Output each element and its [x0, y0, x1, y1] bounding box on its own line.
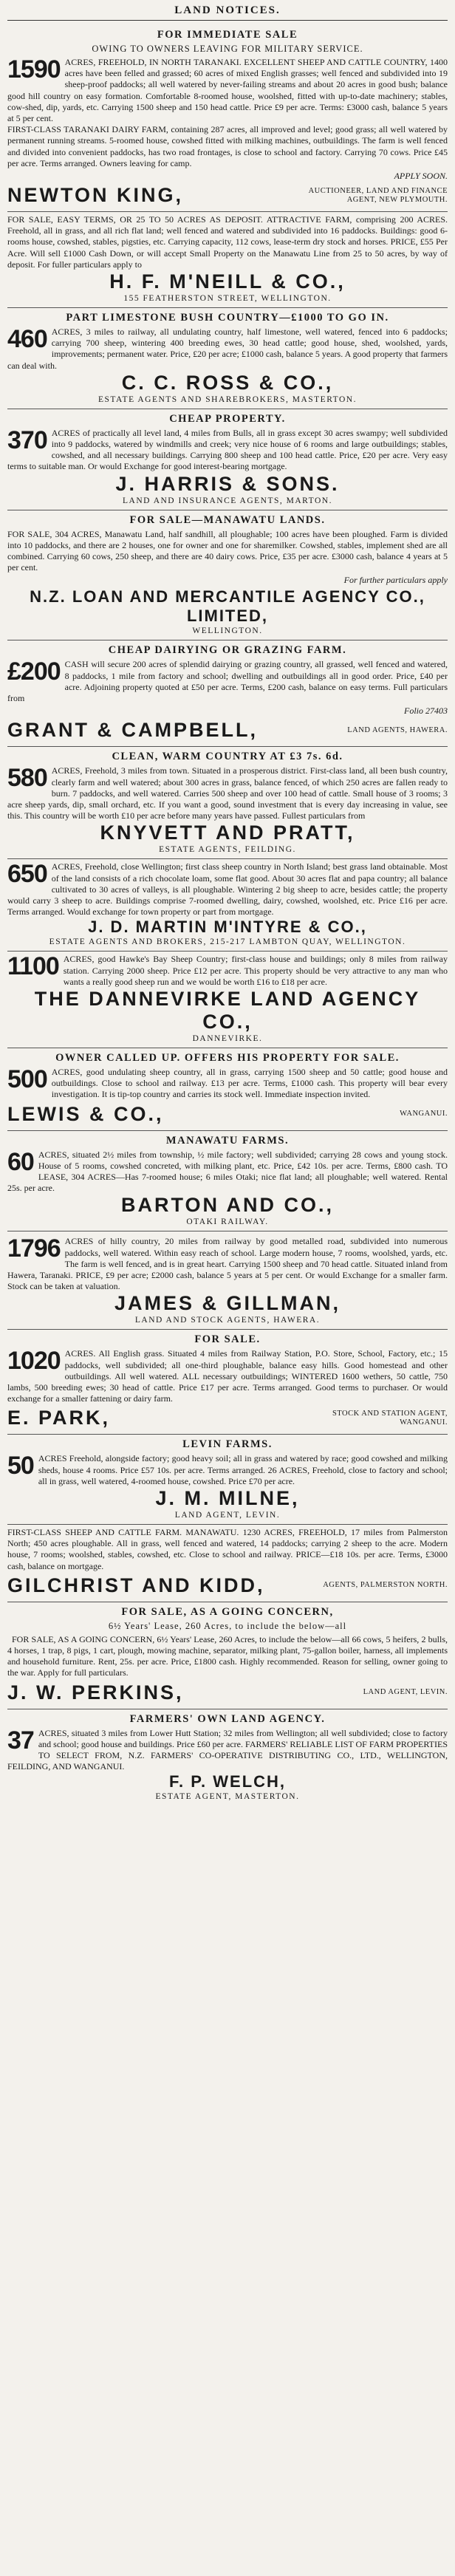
ad-lead-number: 60	[7, 1147, 34, 1176]
agent-name: J. W. PERKINS,	[7, 1681, 184, 1704]
ad-text: ACRES, situated 2½ miles from township, ½ mile factory; well subdivided; carrying 28 cows and young stock. House of 5 rooms, cowshed concreted, with milking plant, etc. Price, £42 10s. per acre. Terms, £800 cash. TO LEASE, 304 ACRES—Has 7-roomed house; 6 miles Otaki; nice flat land; all ploughable; well watered. Rental 25s. per acre.	[7, 1149, 448, 1194]
agent-address: 155 FEATHERSTON STREET, WELLINGTON.	[123, 294, 332, 304]
agent-address: ESTATE AGENTS AND BROKERS, 215-217 LAMBTON QUAY, WELLINGTON.	[49, 937, 406, 947]
agent-address: ESTATE AGENT, MASTERTON.	[155, 1792, 300, 1802]
ad-heading: FOR IMMEDIATE SALE	[157, 29, 298, 41]
ad-heading: OWNER CALLED UP. OFFERS HIS PROPERTY FOR SALE.	[55, 1051, 400, 1064]
ad-lead-number: 1020	[7, 1347, 61, 1376]
agent-address: DANNEVIRKE.	[192, 1034, 263, 1043]
ad-lead-number: 1100	[7, 952, 59, 981]
ad-body	[7, 1348, 448, 1404]
agent-block	[7, 587, 448, 635]
agent-title: LAND AGENTS, HAWERA.	[347, 725, 448, 734]
ad-body	[7, 428, 448, 473]
ad-lead-number: 37	[7, 1726, 34, 1755]
ad-text: ACRES. All English grass. Situated 4 miles from Railway Station, P.O. Store, School, Factory, etc.; 15 paddocks, well subdivided; all one-third ploughable, balance easy hills. Good homestead and other outbuildings. All well watered. ALL necessary outbuildings; WINTERED 1600 wethers, 50 cattle, 750 lambs, 500 breeding ewes; 30 head of cattle. Price £17 per acre. Terms arranged. Good terms to purchaser. Or would exchange for a smaller fattening or dairy farm.	[7, 1348, 448, 1404]
ad-heading: FOR SALE—MANAWATU LANDS.	[129, 513, 326, 526]
ad-lead-number: 650	[7, 860, 47, 889]
ad-heading: MANAWATU FARMS.	[165, 1134, 290, 1147]
ad-5	[7, 510, 448, 641]
agent-name: KNYVETT AND PRATT,	[100, 821, 355, 844]
ad-1	[7, 25, 448, 212]
ad-text: ACRES, Freehold, 3 miles from town. Situated in a prosperous district. First-class land, all been bush country, clearly farm and well watered; about 300 acres in grass, balance fenced, of which 250 acres are fallen ready to burn. 7 paddocks, and well watered. Carries 500 sheep and over 100 head of cattle. Small house of 3 rooms; 3 acre sheep yards, dip, small orchard, etc. If you want a good, sound investment that is every day increasing in value, see this. This country will be worth £10 per acre before many years have passed. Fullest particulars from	[7, 765, 448, 821]
agent-address: OTAKI RAILWAY.	[186, 1217, 269, 1227]
agent-name: GRANT & CAMPBELL,	[7, 719, 258, 742]
ad-9	[7, 952, 448, 1048]
column-header: LAND NOTICES.	[7, 4, 448, 21]
agent-name: E. PARK,	[7, 1407, 111, 1429]
ad-subheading: 6½ Years' Lease, 260 Acres, to include the below—all	[108, 1620, 347, 1631]
ad-text: FOR SALE, AS A GOING CONCERN, 6½ Years' Lease, 260 Acres, to include the below—all 66 cows, 5 heifers, 2 bulls, 4 horses, 1 trap, 8 pigs, 1 cart, plough, mowing machine, separator, milking plant, 75-gallon boiler, harness, all implements and household furniture. Rent, 25s. per acre. Price, £1800 cash. Highly recommended. Reason for selling, owner going to the war. Apply for full particulars.	[7, 1633, 448, 1678]
agent-block	[7, 1574, 448, 1597]
agent-title: ESTATE AGENTS, FEILDING.	[159, 845, 296, 855]
ad-lead-number: £200	[7, 657, 61, 686]
agent-block	[7, 1772, 448, 1801]
agent-block	[7, 821, 448, 854]
agent-block	[7, 270, 448, 303]
ad-4	[7, 409, 448, 510]
ad-body	[7, 1149, 448, 1195]
agent-name: LEWIS & CO.,	[7, 1102, 164, 1125]
agent-title: LAND AGENT, LEVIN.	[363, 1688, 448, 1697]
agent-block	[7, 1487, 448, 1520]
ad-body	[7, 1453, 448, 1487]
ad-body	[7, 1728, 448, 1773]
agent-block	[7, 1103, 448, 1126]
ad-3	[7, 308, 448, 409]
agent-block	[7, 719, 448, 742]
ad-lead-number: 1590	[7, 55, 61, 83]
agent-name: C. C. ROSS & CO.,	[121, 371, 334, 394]
agent-title: AGENTS, PALMERSTON NORTH.	[323, 1581, 448, 1590]
ad-text: ACRES, good Hawke's Bay Sheep Country; first-class house and buildings; only 8 miles from railway station. Carrying 2000 sheep. Price £12 per acre. This property should be very attractive to any man who wants a really good sheep run and we would be worth £16 to £18 per acre.	[63, 954, 448, 987]
apply-note: For further particulars apply	[343, 575, 448, 586]
agent-address: WELLINGTON.	[192, 626, 263, 636]
agent-name: JAMES & GILLMAN,	[114, 1292, 341, 1315]
ad-lead-number: 460	[7, 325, 47, 354]
ad-body	[7, 659, 448, 704]
agent-name: GILCHRIST AND KIDD,	[7, 1574, 265, 1596]
ad-heading: PART LIMESTONE BUSH COUNTRY—£1000 TO GO IN.	[66, 312, 389, 324]
ad-body	[7, 1634, 448, 1679]
ad-13	[7, 1330, 448, 1435]
ad-subheading: OWING TO OWNERS LEAVING FOR MILITARY SERVICE.	[92, 44, 363, 54]
ad-12	[7, 1231, 448, 1330]
ad-body	[7, 1236, 448, 1292]
ad-heading: CLEAN, WARM COUNTRY AT £3 7s. 6d.	[112, 751, 343, 763]
agent-block	[7, 918, 448, 946]
ad-text: ACRES, FREEHOLD, IN NORTH TARANAKI. EXCELLENT SHEEP AND CATTLE COUNTRY, 1400 acres have been felled and grassed; 60 acres of mixed English grasses; well fenced and subdivided into 19 sheep-proof paddocks; all well watered by never-failing streams and about 20 acres in good bush; balance good hill country on easy formation. Comfortable 8-roomed house, woolshed, fitted with up-to-date machinery; stables, cow-shed, dip, yards, etc. Carrying 1500 sheep and 150 head cattle. Price £9 per acre. Terms: £3000 cash, balance 5 years at 5 per cent.	[7, 57, 448, 124]
ad-lead-number: 500	[7, 1065, 47, 1093]
agent-address: LAND AGENT, LEVIN.	[174, 1511, 281, 1520]
ad-text: ACRES, 3 miles to railway, all undulating country, half limestone, well watered, fenced into 6 paddocks; carrying 700 sheep, wintering 400 breeding ewes, 30 head cattle; good house, shed, woolshed, yards, improvements; permanent water. Price, £20 per acre; £1000 cash, balance 5 years. A good property that farmers can deal with.	[7, 327, 448, 371]
ad-body-2: FIRST-CLASS TARANAKI DAIRY FARM, containing 287 acres, all improved and level; good grass; all well watered by permanent running streams. 5-roomed house, cowshed fitted with milking machines, outbuildings. The farm is well fenced and divided into convenient paddocks, has two road frontages, is close to school and factory. Carrying 70 cows. Price £45 per acre. Terms arranged. Owners leaving for camp.	[7, 124, 448, 168]
agent-block	[7, 184, 448, 207]
ad-2	[7, 212, 448, 308]
ad-16	[7, 1602, 448, 1709]
ad-lead-number: 370	[7, 426, 47, 454]
agent-block	[7, 1407, 448, 1429]
ad-text: ACRES, Freehold, close Wellington; first class sheep country in North Island; best grass land obtainable. Most of the land consists of a rich chocolate loam, some flat good. About 30 acres flat and papa country; all balance cultivated to 30 acres of valleys, is all ploughable. Wintering 2 big sheep to acre, besides cattle; the property would carry 3 sheep to acre. Buildings comprise 7-roomed dwelling, dairy, cowshed, woolshed, etc. Price £16 per acre. Terms arranged. Would exchange for town property or part from mortgage.	[7, 861, 448, 918]
ad-body	[7, 1067, 448, 1101]
ad-text: CASH will secure 200 acres of splendid dairying or grazing country, all grassed, well fenced and watered, 8 paddocks, 1 mile from factory and school; dwelling and outbuildings all in good order. Price, £40 per acre. Adjoining property quoted at £50 per acre. Terms, £200 cash, balance on easy terms. Full particulars from	[7, 659, 448, 704]
ad-body: FOR SALE, 304 ACRES, Manawatu Land, half sandhill, all ploughable; 100 acres have been ploughed. Farm is divided into 10 paddocks, and there are 2 houses, one for owner and one for sharemilker. Cowshed, stables, implement shed are all combined. Carrying 60 cows, 250 sheep, and there are 40 dairy cows. Price, £35 per acre. £3000 cash, balance 4 years at 5 per cent.	[7, 528, 448, 573]
agent-name: J. D. MARTIN M'INTYRE & CO.,	[88, 918, 367, 937]
ad-11	[7, 1131, 448, 1232]
ad-heading: LEVIN FARMS.	[182, 1438, 273, 1451]
ad-14	[7, 1435, 448, 1525]
ad-heading: FARMERS' OWN LAND AGENCY.	[129, 1712, 326, 1725]
agent-title: ESTATE AGENTS AND SHAREBROKERS, MASTERTON.	[98, 394, 357, 404]
ad-lead-number: 50	[7, 1452, 34, 1480]
agent-block	[7, 372, 448, 404]
agent-block	[7, 473, 448, 505]
ad-body	[7, 861, 448, 918]
ad-8	[7, 859, 448, 952]
agent-block	[7, 988, 448, 1043]
agent-block	[7, 1681, 448, 1704]
ad-text: ACRES, situated 3 miles from Lower Hutt Station; 32 miles from Wellington; all well subdivided; close to factory and school; good house and buildings. Price £60 per acre. FARMERS' RELIABLE LIST OF FARM PROPERTIES TO SELECT FROM, N.Z. FARMERS' CO-OPERATIVE DISTRIBUTING CO., LTD., WELLINGTON, FEILDING, AND WANGANUI.	[7, 1727, 448, 1772]
agent-name: H. F. M'NEILL & CO.,	[109, 270, 346, 293]
ad-body	[7, 327, 448, 372]
ad-text: ACRES, good undulating sheep country, all in grass, carrying 1500 sheep and 50 cattle; good house and outbuildings. Close to school and railway. £13 per acre. Terms, £1000 cash. This property will bear every investigation. It is tip-top country and carries its stock well. Immediate inspection invited.	[51, 1066, 448, 1100]
agent-name: N.Z. LOAN AND MERCANTILE AGENCY CO., LIMITED,	[30, 587, 425, 626]
ad-text: ACRES of hilly country, 20 miles from railway by good metalled road, subdivided into numerous paddocks, well watered. Within easy reach of school. Large modern house, 7 rooms, woolshed, yards, etc. The farm is well fenced, and is in great heart. Carrying 1500 sheep and 70 head cattle. Situated inland from Hawera, Taranaki. PRICE, £9 per acre; £2000 cash, balance 5 years at 5 per cent. Or would Exchange for a smaller farm. Stock can be taken at valuation.	[7, 1236, 448, 1292]
agent-name: NEWTON KING,	[7, 184, 183, 207]
ad-17	[7, 1709, 448, 1806]
apply-note: Folio 27403	[404, 706, 448, 717]
agent-name: J. M. MILNE,	[155, 1487, 300, 1509]
ad-10	[7, 1048, 448, 1131]
ad-body	[7, 57, 448, 124]
ad-7	[7, 747, 448, 859]
ad-heading: CHEAP PROPERTY.	[169, 412, 286, 425]
ad-lead-number: 1796	[7, 1234, 61, 1263]
agent-name: THE DANNEVIRKE LAND AGENCY CO.,	[34, 987, 421, 1033]
ad-heading: CHEAP DAIRYING OR GRAZING FARM.	[108, 644, 347, 657]
ad-15	[7, 1525, 448, 1602]
agent-address: LAND AND STOCK AGENTS, HAWERA.	[134, 1316, 321, 1325]
ad-lead-number: 580	[7, 764, 47, 793]
ad-text: ACRES Freehold, alongside factory; good heavy soil; all in grass and watered by race; good cowshed and milking sheds, house 4 rooms. Price £57 10s. per acre. Terms arranged. 26 ACRES, Freehold, close to factory and school; all in grass, well watered, 4-roomed house, cowshed. Price £70 per acre.	[38, 1453, 448, 1486]
apply-note: APPLY SOON.	[394, 171, 448, 182]
agent-block	[7, 1194, 448, 1226]
ad-6	[7, 640, 448, 747]
agent-block	[7, 1292, 448, 1325]
ad-body: FOR SALE, EASY TERMS, OR 25 TO 50 ACRES AS DEPOSIT. ATTRACTIVE FARM, comprising 200 ACRES. Freehold, all in grass, and all rich flat land; well fenced and watered and subdivided into 16 paddocks. Buildings: good 6-rooms house, cowshed, stables, pigsties, etc. Carrying capacity, 112 cows, lease-term dry stock and horses. PRICE, £55 Per Acre. Will sell £1000 Cash Down, or will accept Small Property on the Manawatu Line from 25 to 50 acres, by way of deposit. For fuller particulars apply to	[7, 214, 448, 270]
ad-text: ACRES of practically all level land, 4 miles from Bulls, all in grass except 30 acres swampy; well subdivided into 9 paddocks, watered by windmills and creek; very nice house of 6 rooms and large outbuildings; stables, cowshed, and all necessary buildings. Carrying 800 sheep and 100 head cattle. Price, £20 per acre. Very easy terms to suitable man. Or would Exchange for good interest-bearing mortgage.	[7, 427, 448, 472]
ad-body	[7, 765, 448, 821]
agent-title: LAND AND INSURANCE AGENTS, MARTON.	[123, 496, 332, 505]
ad-heading: FOR SALE, AS A GOING CONCERN,	[121, 1605, 334, 1618]
agent-title: STOCK AND STATION AGENT, WANGANUI.	[332, 1409, 448, 1427]
ad-body: FIRST-CLASS SHEEP AND CATTLE FARM. MANAWATU. 1230 ACRES, FREEHOLD, 17 miles from Palmerston North; 450 acres ploughable. All in grass, well fenced and watered, 14 paddocks; carrying 2 sheep to the acre. Modern house, 7 rooms; woolshed, stables, cowshed, etc. Close to school and railway. PRICE—£18 10s. per acre. Terms, £3000 cash, balance on mortgage.	[7, 1527, 448, 1571]
agent-name: F. P. WELCH,	[168, 1772, 287, 1791]
agent-title: WANGANUI.	[400, 1110, 448, 1118]
agent-name: J. HARRIS & SONS.	[115, 472, 340, 495]
ad-body	[7, 954, 448, 988]
agent-title: AUCTIONEER, LAND AND FINANCE AGENT, NEW PLYMOUTH.	[308, 186, 448, 204]
ad-heading: FOR SALE.	[194, 1333, 261, 1346]
agent-name: BARTON AND CO.,	[121, 1194, 334, 1217]
